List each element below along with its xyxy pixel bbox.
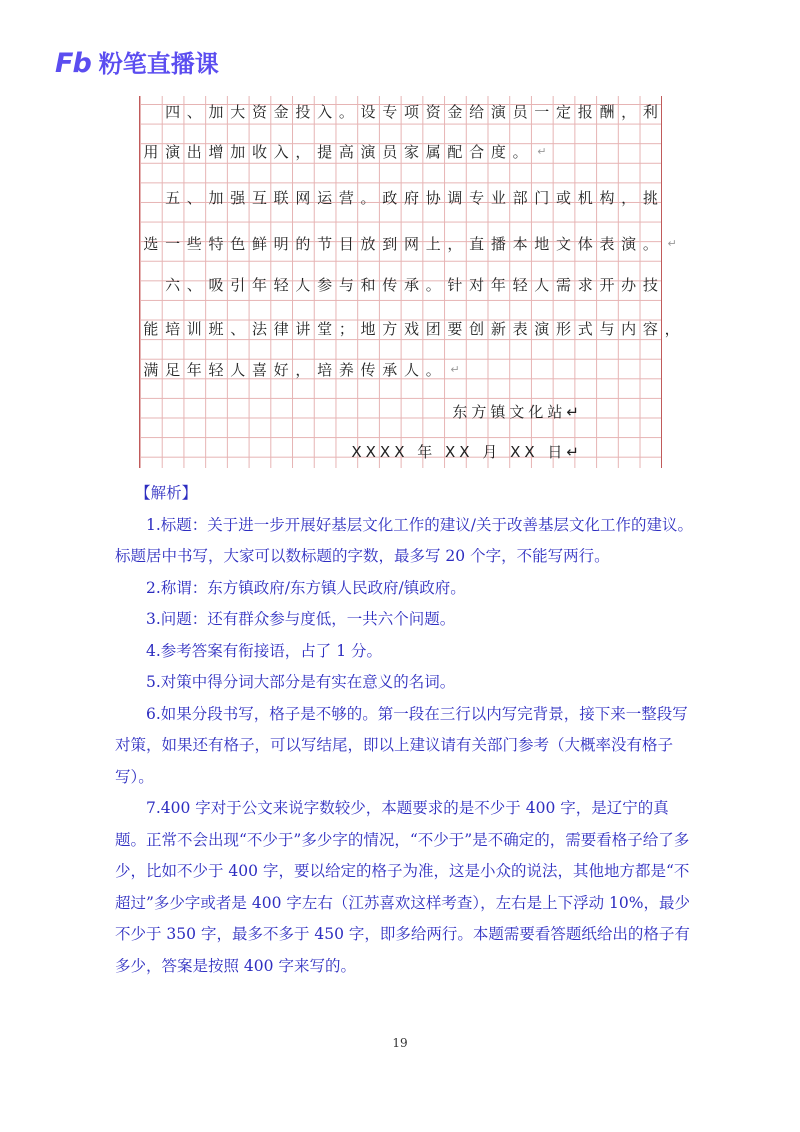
- grid-cell: 年: [490, 276, 506, 294]
- grid-cell: ↵: [667, 237, 677, 250]
- analysis-item: 2.称谓：东方镇政府/东方镇人民政府/镇政府。: [146, 578, 466, 597]
- grid-cell: 门: [534, 189, 550, 207]
- grid-cell: 针: [447, 276, 463, 294]
- grid-cell: 上: [425, 235, 441, 253]
- grid-cell: 府: [403, 189, 419, 207]
- grid-cell: 能: [143, 320, 159, 338]
- grid-row-3: [140, 184, 661, 212]
- grid-cell: 协: [425, 189, 441, 207]
- grid-cell: 网: [295, 189, 311, 207]
- grid-cell: 项: [403, 103, 419, 121]
- grid-cell: 演: [621, 235, 637, 253]
- grid-cell: 演: [490, 103, 506, 121]
- grid-cell: 训: [186, 320, 202, 338]
- grid-row-7: [140, 356, 661, 384]
- grid-cell: 利: [642, 103, 658, 121]
- grid-cell: 出: [186, 143, 202, 161]
- grid-cell: 演: [360, 143, 376, 161]
- grid-cell: ，: [664, 320, 680, 338]
- grid-cell: 。: [338, 103, 354, 121]
- grid-cell: 放: [360, 235, 376, 253]
- grid-cell: 特: [208, 235, 224, 253]
- grid-cell: 轻: [208, 361, 224, 379]
- grid-cell: 明: [273, 235, 289, 253]
- grid-cell: 收: [251, 143, 267, 161]
- grid-cell: [140, 271, 162, 299]
- grid-cell: 培: [165, 320, 181, 338]
- grid-cell: 到: [382, 235, 398, 253]
- grid-signature-row: [140, 397, 661, 425]
- analysis-item: 6.如果分段书写，格子是不够的。第一段在三行以内写完背景，接下来一整段写对策，如果还有格子，可以写结尾，即以上建议请有关部门参考（大概率没有格子写）。: [115, 704, 688, 786]
- signature: 东方镇文化站↵: [452, 402, 583, 421]
- grid-cell: 本: [512, 235, 528, 253]
- grid-cell: 挑: [642, 189, 658, 207]
- grid-cell: 年: [251, 276, 267, 294]
- analysis-heading: 【解析】: [135, 484, 198, 502]
- grid-cell: 、: [230, 320, 246, 338]
- grid-cell: 轻: [273, 276, 289, 294]
- page-number: 19: [392, 1036, 408, 1050]
- grid-cell: 增: [208, 143, 224, 161]
- date: XXXX 年 XX 月 XX 日↵: [351, 442, 583, 461]
- grid-cell: 报: [577, 103, 593, 121]
- grid-cell: 承: [403, 276, 419, 294]
- grid-cell: 联: [273, 189, 289, 207]
- grid-cell: 一: [165, 235, 181, 253]
- grid-cell: 金: [273, 103, 289, 121]
- grid-cell: 加: [230, 143, 246, 161]
- grid-cell: 网: [403, 235, 419, 253]
- grid-cell: 节: [317, 235, 333, 253]
- essay-grid: [139, 96, 680, 468]
- grid-cell: 与: [338, 276, 354, 294]
- grid-cell: 播: [490, 235, 506, 253]
- grid-cell: 。: [425, 276, 441, 294]
- grid-cell: 形: [556, 320, 572, 338]
- grid-cell: 和: [360, 276, 376, 294]
- grid-row-2: [140, 138, 661, 166]
- analysis-item: 7.400 字对于公文来说字数较少，本题要求的是不少于 400 字，是辽宁的真题。正常不会出现“不少于”多少字的情况，“不少于”是不确定的，需要看格子给了多少，比如不少于 400 字，要以给定的格子为准，这是小众的说法，其他地方都是“不超过”多少字或者是 400 字左右（江苏喜欢这样考查），左右是上下浮动 10%，最少不少于 350 字，最多不多于 450 字，即多给两行。本题需要看答题纸给出的格子有多少，答案是按照 400 字来写的。: [115, 799, 690, 975]
- grid-cell: 参: [317, 276, 333, 294]
- grid-cell: 一: [534, 103, 550, 121]
- grid-cell: 要: [447, 320, 463, 338]
- grid-row-5: [140, 271, 661, 299]
- grid-cell: 需: [556, 276, 572, 294]
- grid-cell: 吸: [208, 276, 224, 294]
- grid-cell: 入: [273, 143, 289, 161]
- grid-cell: 式: [577, 320, 593, 338]
- grid-cell: 业: [490, 189, 506, 207]
- grid-cell: 演: [534, 320, 550, 338]
- grid-cell: ，: [621, 189, 637, 207]
- grid-cell: 内: [621, 320, 637, 338]
- grid-cell: 目: [338, 235, 354, 253]
- grid-cell: 调: [447, 189, 463, 207]
- grid-cell: 五: [165, 189, 181, 207]
- grid-cell: 创: [469, 320, 485, 338]
- grid-cell: 讲: [295, 320, 311, 338]
- grid-cell: ↵: [450, 363, 460, 376]
- grid-cell: 定: [556, 103, 572, 121]
- grid-cell: 投: [295, 103, 311, 121]
- brand-mark: Fb: [55, 48, 91, 79]
- grid-cell: 办: [621, 276, 637, 294]
- grid-cell: 传: [360, 361, 376, 379]
- grid-cell: 表: [599, 235, 615, 253]
- grid-date-row: [140, 437, 661, 465]
- grid-cell: 足: [165, 361, 181, 379]
- grid-cell: 求: [577, 276, 593, 294]
- grid-cell: ；: [338, 320, 354, 338]
- grid-cell: [140, 98, 162, 126]
- grid-cell: 开: [599, 276, 615, 294]
- grid-cell: 色: [230, 235, 246, 253]
- grid-cell: 年: [186, 361, 202, 379]
- grid-cell: 家: [403, 143, 419, 161]
- grid-cell: 。: [425, 361, 441, 379]
- grid-cell: 或: [556, 189, 572, 207]
- grid-cell: 堂: [317, 320, 333, 338]
- grid-cell: 运: [317, 189, 333, 207]
- grid-cell: 些: [186, 235, 202, 253]
- grid-cell: 表: [512, 320, 528, 338]
- grid-cell: 律: [273, 320, 289, 338]
- grid-cell: 大: [230, 103, 246, 121]
- grid-cell: 高: [338, 143, 354, 161]
- grid-cell: 资: [251, 103, 267, 121]
- grid-cell: ，: [295, 361, 311, 379]
- grid-cell: 人: [230, 361, 246, 379]
- grid-cell: 配: [447, 143, 463, 161]
- grid-cell: 地: [360, 320, 376, 338]
- grid-cell: ↵: [537, 145, 547, 158]
- grid-cell: 戏: [403, 320, 419, 338]
- analysis-item: 1.标题：关于进一步开展好基层文化工作的建议/关于改善基层文化工作的建议。标题居中书写，大家可以数标题的字数，最多写 20 个字，不能写两行。: [115, 515, 694, 565]
- grid-cell: 合: [469, 143, 485, 161]
- grid-cell: 演: [165, 143, 181, 161]
- grid-cell: 文: [556, 235, 572, 253]
- brand-logo: [55, 50, 219, 77]
- grid-cell: 人: [295, 276, 311, 294]
- grid-cell: 部: [512, 189, 528, 207]
- analysis-section: [115, 478, 695, 982]
- grid-cell: 。: [360, 189, 376, 207]
- grid-cell: 六: [165, 276, 181, 294]
- grid-cell: 轻: [512, 276, 528, 294]
- grid-cell: 。: [512, 143, 528, 161]
- grid-cell: 金: [447, 103, 463, 121]
- grid-cell: 满: [143, 361, 159, 379]
- grid-cell: 人: [534, 276, 550, 294]
- grid-cell: 地: [534, 235, 550, 253]
- grid-cell: 培: [317, 361, 333, 379]
- grid-cell: 法: [251, 320, 267, 338]
- grid-cell: ，: [621, 103, 637, 121]
- grid-cell: 体: [577, 235, 593, 253]
- grid-row-6: [140, 315, 680, 343]
- grid-cell: 提: [317, 143, 333, 161]
- grid-cell: 入: [317, 103, 333, 121]
- grid-row-1: [140, 98, 661, 126]
- grid-row-4: [140, 230, 677, 258]
- grid-cell: 方: [382, 320, 398, 338]
- grid-cell: 强: [230, 189, 246, 207]
- grid-cell: 喜: [251, 361, 267, 379]
- analysis-item: 5.对策中得分词大部分是有实在意义的名词。: [146, 673, 456, 691]
- analysis-item: 4.参考答案有衔接语，占了 1 分。: [146, 641, 383, 660]
- grid-cell: 用: [143, 143, 159, 161]
- grid-cell: 四: [165, 103, 181, 121]
- grid-cell: ，: [447, 235, 463, 253]
- analysis-item: 3.问题：还有群众参与度低，一共六个问题。: [146, 610, 456, 628]
- grid-cell: 养: [338, 361, 354, 379]
- grid-cell: 新: [490, 320, 506, 338]
- grid-cell: 机: [577, 189, 593, 207]
- grid-cell: ，: [295, 143, 311, 161]
- grid-cell: 加: [208, 103, 224, 121]
- grid-cell: 直: [469, 235, 485, 253]
- brand-name: 粉笔直播课: [98, 49, 219, 78]
- grid-cell: 、: [186, 189, 202, 207]
- grid-cell: 专: [382, 103, 398, 121]
- grid-cell: 好: [273, 361, 289, 379]
- grid-cell: [140, 184, 162, 212]
- grid-cell: 人: [403, 361, 419, 379]
- grid-cell: 员: [512, 103, 528, 121]
- grid-cell: 承: [382, 361, 398, 379]
- grid-cell: 给: [469, 103, 485, 121]
- grid-cell: 酬: [599, 103, 615, 121]
- grid-cell: 加: [208, 189, 224, 207]
- grid-cell: 度: [490, 143, 506, 161]
- grid-cell: 构: [599, 189, 615, 207]
- grid-cell: 资: [425, 103, 441, 121]
- grid-cell: 鲜: [251, 235, 267, 253]
- grid-cell: 对: [469, 276, 485, 294]
- grid-cell: 传: [382, 276, 398, 294]
- grid-cell: 技: [642, 276, 658, 294]
- grid-cell: 、: [186, 103, 202, 121]
- grid-cell: 选: [143, 235, 159, 253]
- grid-cell: 专: [469, 189, 485, 207]
- grid-cell: 与: [599, 320, 615, 338]
- grid-cell: 容: [642, 320, 658, 338]
- grid-cell: 属: [425, 143, 441, 161]
- grid-cell: 营: [338, 189, 354, 207]
- grid-cell: 政: [382, 189, 398, 207]
- grid-cell: 互: [251, 189, 267, 207]
- grid-cell: 团: [425, 320, 441, 338]
- grid-cell: 班: [208, 320, 224, 338]
- grid-cell: 的: [295, 235, 311, 253]
- grid-cell: 设: [360, 103, 376, 121]
- grid-cell: 员: [382, 143, 398, 161]
- grid-cell: 、: [186, 276, 202, 294]
- grid-cell: 。: [642, 235, 658, 253]
- grid-cell: 引: [230, 276, 246, 294]
